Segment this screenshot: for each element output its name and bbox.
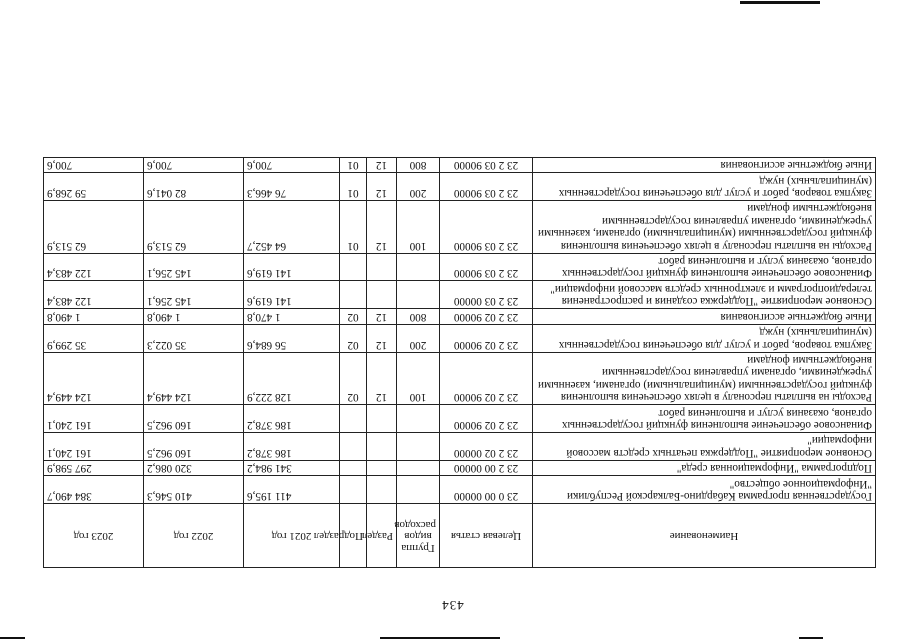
cell-2021: 341 984,2 [244,460,340,475]
cell-2022: 160 962,5 [144,405,244,433]
cell-expense-group [397,253,440,281]
cell-name: Финансовое обеспечение выполнения функций государственных органов, оказания услуг и выполнения работ [533,405,876,433]
cell-2022: 700,6 [144,157,244,172]
cell-2023: 297 598,9 [44,460,144,475]
table-row [44,281,876,309]
cell-name: Основное мероприятие "Поддержка печатных средств массовой информации" [533,432,876,460]
table-row [44,157,876,172]
cell-name: Расходы на выплаты персоналу в целях обеспечения выполнения функций государственными (муниципальными) органами, казенными учреждениями, органами управления государственными внебюджетными фондами [533,352,876,405]
cell-subsection: 01 [340,173,367,201]
cell-target-article: 23 2 02 90000 [440,309,533,324]
cell-2021: 141 619,6 [244,253,340,281]
cell-target-article: 23 0 00 00000 [440,476,533,504]
cell-name: Государственная программа Кабардино-Балкарской Республики "Информационное общество" [533,476,876,504]
header-2022: 2022 год [144,504,244,568]
table-row [44,476,876,504]
cell-name: Финансовое обеспечение выполнения функций государственных органов, оказания услуг и выполнения работ [533,253,876,281]
cell-target-article: 23 2 02 00000 [440,432,533,460]
cell-name: Подпрограмма "Информационная среда" [533,460,876,475]
cell-name: Иные бюджетные ассигнования [533,157,876,172]
cell-expense-group [397,281,440,309]
cell-subsection: 02 [340,352,367,405]
cell-2023: 124 449,4 [44,352,144,405]
table-row [44,405,876,433]
cell-2021: 141 619,6 [244,281,340,309]
cell-2022: 1 490,8 [144,309,244,324]
cell-subsection [340,460,367,475]
cell-expense-group: 200 [397,173,440,201]
cell-2022: 160 962,5 [144,432,244,460]
cell-2022: 410 546,3 [144,476,244,504]
cell-2021: 186 378,2 [244,432,340,460]
cell-2021: 186 378,2 [244,405,340,433]
cell-2023: 384 490,7 [44,476,144,504]
cell-2023: 700,6 [44,157,144,172]
header-section: Раздел [367,504,397,568]
cell-target-article: 23 2 00 00000 [440,460,533,475]
cell-subsection: 02 [340,309,367,324]
cell-subsection [340,281,367,309]
cell-2023: 59 268,9 [44,173,144,201]
cell-2023: 122 483,4 [44,253,144,281]
cell-section: 12 [367,309,397,324]
cell-subsection [340,432,367,460]
cell-name: Расходы на выплаты персоналу в целях обеспечения выполнения функций государственными (муниципальными) органами, казенными учреждениями, органами управления государственными внебюджетными фондами [533,201,876,254]
cell-2022: 145 256,1 [144,253,244,281]
cell-name: Закупка товаров, работ и услуг для обеспечения государственных (муниципальных) нужд [533,324,876,352]
cell-target-article: 23 2 03 90000 [440,253,533,281]
page-number: 434 [441,598,464,613]
cell-expense-group: 800 [397,157,440,172]
cell-2023: 35 299,9 [44,324,144,352]
cell-name: Иные бюджетные ассигнования [533,309,876,324]
scan-mark-bottom-left [799,637,823,639]
table-row [44,253,876,281]
table-row [44,460,876,475]
cell-subsection [340,405,367,433]
cell-target-article: 23 2 03 00000 [440,281,533,309]
cell-section [367,432,397,460]
cell-target-article: 23 2 02 90000 [440,405,533,433]
header-subsection: Подраздел [340,504,367,568]
cell-subsection: 01 [340,201,367,254]
header-expense-group: Группа видов расходов [397,504,440,568]
cell-2021: 76 466,3 [244,173,340,201]
scan-mark-top-left [740,1,820,4]
table-body [44,157,876,503]
cell-name: Основное мероприятие "Поддержка создания и распространения телерадиопрограмм и электронных средств массовой информации" [533,281,876,309]
cell-2023: 62 513,9 [44,201,144,254]
scan-mark-bottom-mid [380,637,500,639]
cell-expense-group [397,460,440,475]
table-header-row [44,504,876,568]
cell-section [367,405,397,433]
cell-section: 12 [367,157,397,172]
budget-table [43,157,876,568]
cell-2021: 700,6 [244,157,340,172]
cell-2023: 161 240,1 [44,405,144,433]
cell-target-article: 23 2 03 90000 [440,157,533,172]
table-row [44,352,876,405]
cell-target-article: 23 2 03 90000 [440,173,533,201]
cell-expense-group: 200 [397,324,440,352]
cell-section: 12 [367,173,397,201]
cell-expense-group: 100 [397,352,440,405]
cell-name: Закупка товаров, работ и услуг для обеспечения государственных (муниципальных) нужд [533,173,876,201]
cell-expense-group [397,432,440,460]
cell-expense-group [397,476,440,504]
cell-2022: 124 449,4 [144,352,244,405]
cell-section [367,476,397,504]
cell-section [367,281,397,309]
header-name: Наименование [533,504,876,568]
cell-subsection: 01 [340,157,367,172]
cell-2023: 1 490,8 [44,309,144,324]
table-row [44,173,876,201]
cell-section: 12 [367,324,397,352]
cell-subsection [340,476,367,504]
cell-subsection: 02 [340,324,367,352]
cell-2023: 122 483,4 [44,281,144,309]
table-row [44,309,876,324]
cell-target-article: 23 2 02 90000 [440,324,533,352]
cell-expense-group [397,405,440,433]
cell-2021: 56 684,6 [244,324,340,352]
cell-2021: 128 222,9 [244,352,340,405]
cell-2022: 35 022,3 [144,324,244,352]
table-row [44,432,876,460]
cell-section: 12 [367,352,397,405]
table-row [44,201,876,254]
cell-section: 12 [367,201,397,254]
cell-expense-group: 100 [397,201,440,254]
cell-target-article: 23 2 03 90000 [440,201,533,254]
scan-mark-bottom-right [0,637,25,639]
header-2021: 2021 год [244,504,340,568]
cell-subsection [340,253,367,281]
header-target-article: Целевая статья [440,504,533,568]
cell-section [367,460,397,475]
cell-2022: 62 513,9 [144,201,244,254]
header-2023: 2023 год [44,504,144,568]
cell-section [367,253,397,281]
cell-expense-group: 800 [397,309,440,324]
table-row [44,324,876,352]
cell-2021: 64 452,7 [244,201,340,254]
cell-target-article: 23 2 02 90000 [440,352,533,405]
cell-2023: 161 240,1 [44,432,144,460]
cell-2021: 411 195,6 [244,476,340,504]
cell-2021: 1 470,8 [244,309,340,324]
cell-2022: 82 041,6 [144,173,244,201]
cell-2022: 320 086,2 [144,460,244,475]
cell-2022: 145 256,1 [144,281,244,309]
